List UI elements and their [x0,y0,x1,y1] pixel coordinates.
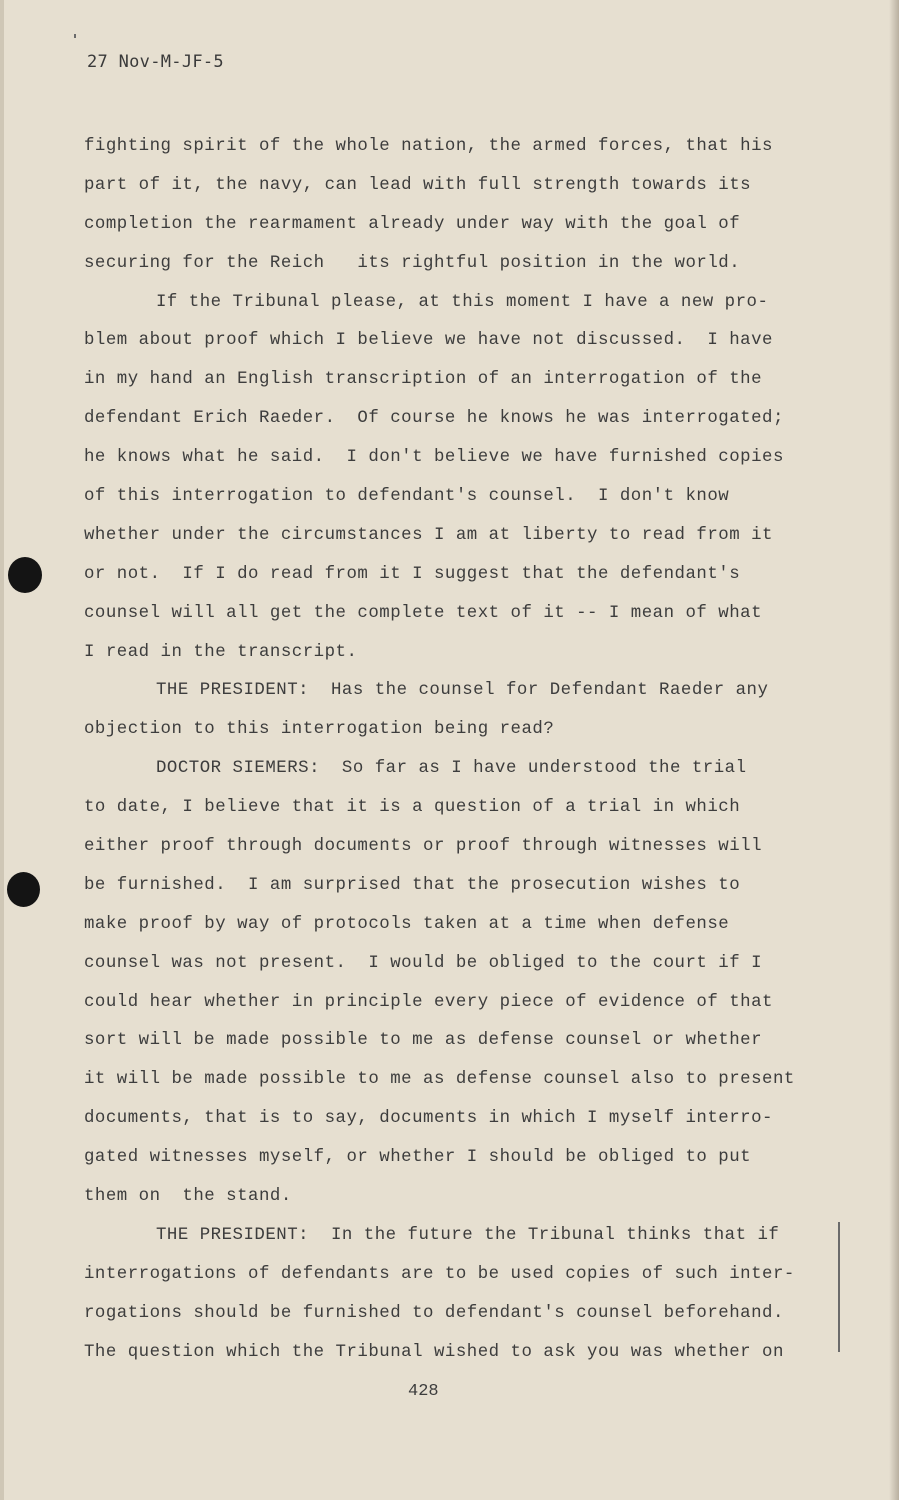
text-line: sort will be made possible to me as defense counsel or whether [84,1031,763,1051]
text-line: could hear whether in principle every piece of evidence of that [84,992,773,1012]
paragraph-start-line: If the Tribunal please, at this moment I have a new pro- [156,292,769,312]
text-line: interrogations of defendants are to be used copies of such inter- [84,1264,795,1284]
paper-left-edge [0,0,4,1500]
text-line: fighting spirit of the whole nation, the armed forces, that his [84,137,773,156]
document-reference: 27 Nov-M-JF-5 [87,52,224,72]
text-line: whether under the circumstances I am at liberty to read from it [84,525,773,545]
text-line: make proof by way of protocols taken at a time when defense [84,914,730,934]
ink-tick-mark [74,34,76,38]
speaker-president-line: THE PRESIDENT: Has the counsel for Defendant Raeder any [156,681,769,701]
speaker-president-line: THE PRESIDENT: In the future the Tribunal thinks that if [156,1225,780,1245]
text-line: completion the rearmament already under way with the goal of [84,214,741,234]
text-line: of this interrogation to defendant's counsel. I don't know [84,487,730,507]
text-line: counsel will all get the complete text of it -- I mean of what [84,603,763,623]
text-line: blem about proof which I believe we have not discussed. I have [84,331,773,351]
text-line: securing for the Reich its rightful position in the world. [84,253,741,273]
text-line: The question which the Tribunal wished to ask you was whether on [84,1342,784,1362]
page-number: 428 [408,1382,439,1401]
text-line: he knows what he said. I don't believe we have furnished copies [84,448,784,468]
text-line: gated witnesses myself, or whether I should be obliged to put [84,1148,752,1168]
text-line: rogations should be furnished to defendant's counsel beforehand. [84,1303,784,1323]
text-line: to date, I believe that it is a question of a trial in which [84,798,741,818]
margin-pencil-mark [838,1222,840,1352]
text-line: objection to this interrogation being read? [84,720,555,740]
punch-hole [7,872,40,907]
transcript-body [84,128,836,1373]
text-line: I read in the transcript. [84,642,358,662]
text-line: it will be made possible to me as defense counsel also to present [84,1070,795,1090]
text-line: part of it, the navy, can lead with full strength towards its [84,175,752,195]
speaker-siemers-line: DOCTOR SIEMERS: So far as I have understood the trial [156,759,747,779]
text-line: documents, that is to say, documents in which I myself interro- [84,1109,773,1129]
punch-hole [8,557,42,593]
text-line: in my hand an English transcription of an interrogation of the [84,370,763,390]
text-line: them on the stand. [84,1187,292,1207]
paper-right-edge [889,0,899,1500]
text-line: be furnished. I am surprised that the prosecution wishes to [84,875,741,895]
text-line: or not. If I do read from it I suggest that the defendant's [84,564,741,584]
text-line: either proof through documents or proof through witnesses will [84,837,763,857]
text-line: counsel was not present. I would be obliged to the court if I [84,953,763,973]
text-line: defendant Erich Raeder. Of course he knows he was interrogated; [84,409,784,429]
